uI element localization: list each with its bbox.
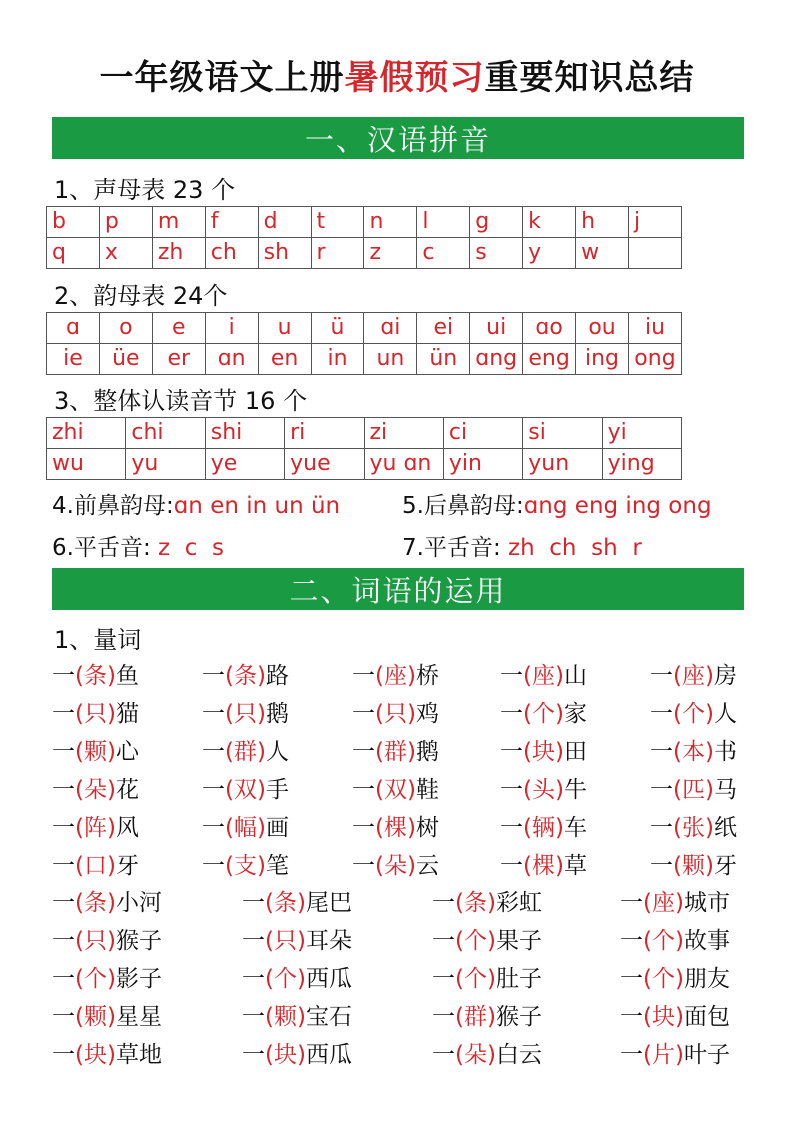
measure-word-item <box>242 922 352 955</box>
numeral: 一 <box>432 966 455 992</box>
noun: 树 <box>415 815 439 841</box>
classifier: (棵) <box>523 853 564 879</box>
table-cell: f <box>205 207 258 238</box>
table-cell: ei <box>417 313 470 344</box>
classifier: (块) <box>75 1042 116 1068</box>
measure-word-item <box>650 809 737 842</box>
numeral: 一 <box>202 663 225 689</box>
numeral: 一 <box>242 966 265 992</box>
classifier: (幅) <box>225 815 266 841</box>
table-cell: ri <box>285 418 364 449</box>
noun: 心 <box>115 739 139 765</box>
measure-word-item <box>650 695 737 728</box>
noun: 鱼 <box>115 663 139 689</box>
table-cell: zhi <box>47 418 126 449</box>
measure-word-item <box>242 1036 352 1069</box>
classifier: (条) <box>225 663 266 689</box>
noun: 猴子 <box>495 1004 542 1030</box>
noun: 朋友 <box>683 966 730 992</box>
noun: 叶子 <box>683 1042 730 1068</box>
table-cell: ɑo <box>523 313 576 344</box>
table-cell: ing <box>576 344 629 375</box>
classifier: (个) <box>643 928 684 954</box>
table-cell: d <box>258 207 311 238</box>
classifier: (座) <box>673 663 714 689</box>
measure-word-item <box>352 733 439 766</box>
numeral: 一 <box>352 701 375 727</box>
table-cell: yun <box>523 449 602 480</box>
title-highlight: 暑假预习 <box>344 58 485 98</box>
classifier: (个) <box>523 701 564 727</box>
numeral: 一 <box>242 1004 265 1030</box>
measure-word-item <box>242 884 352 917</box>
classifier: (片) <box>643 1042 684 1068</box>
shengmu-table <box>46 206 682 269</box>
table-cell: ɑ <box>47 313 100 344</box>
back-nasal-line <box>402 487 712 520</box>
retroflex-label: 7.平舌音: <box>402 535 501 561</box>
numeral: 一 <box>202 815 225 841</box>
heading-shengmu: 1、声母表 23 个 <box>54 176 236 204</box>
noun: 马 <box>713 777 737 803</box>
noun: 鹅 <box>265 701 289 727</box>
noun: 彩虹 <box>495 890 542 916</box>
table-cell: sh <box>258 238 311 269</box>
zhengti-table <box>46 417 682 480</box>
table-cell: ci <box>443 418 522 449</box>
measure-word-item <box>500 695 587 728</box>
numeral: 一 <box>52 928 75 954</box>
classifier: (块) <box>523 739 564 765</box>
table-row <box>47 344 682 375</box>
classifier: (只) <box>375 701 416 727</box>
table-cell: üe <box>99 344 152 375</box>
noun: 草 <box>563 853 587 879</box>
table-cell: er <box>152 344 205 375</box>
measure-word-item <box>52 847 139 880</box>
measure-word-item <box>352 771 439 804</box>
numeral: 一 <box>500 739 523 765</box>
classifier: (个) <box>75 966 116 992</box>
classifier: (条) <box>455 890 496 916</box>
table-cell: ɑn <box>205 344 258 375</box>
noun: 西瓜 <box>305 1042 352 1068</box>
yunmu-table <box>46 312 682 375</box>
noun: 云 <box>415 853 439 879</box>
numeral: 一 <box>650 777 673 803</box>
noun: 车 <box>563 815 587 841</box>
noun: 房 <box>713 663 737 689</box>
table-cell: si <box>523 418 602 449</box>
table-cell: r <box>311 238 364 269</box>
table-cell: chi <box>126 418 205 449</box>
table-row <box>47 449 682 480</box>
measure-word-item <box>52 771 139 804</box>
table-cell: eng <box>523 344 576 375</box>
section-banner-words: 二、词语的运用 <box>52 568 744 610</box>
numeral: 一 <box>352 739 375 765</box>
classifier: (条) <box>75 663 116 689</box>
measure-word-item <box>52 998 162 1031</box>
table-cell: zi <box>364 418 443 449</box>
numeral: 一 <box>202 739 225 765</box>
classifier: (颗) <box>265 1004 306 1030</box>
heading-measure-words: 1、量词 <box>54 626 142 654</box>
classifier: (棵) <box>375 815 416 841</box>
numeral: 一 <box>432 928 455 954</box>
table-cell: ou <box>576 313 629 344</box>
classifier: (双) <box>375 777 416 803</box>
numeral: 一 <box>52 777 75 803</box>
noun: 笔 <box>265 853 289 879</box>
classifier: (阵) <box>75 815 116 841</box>
classifier: (座) <box>643 890 684 916</box>
noun: 桥 <box>415 663 439 689</box>
flat-tongue-value: z c s <box>158 535 224 561</box>
title-part: 一年级语文上册 <box>99 58 345 98</box>
noun: 画 <box>265 815 289 841</box>
front-nasal-label: 4.前鼻韵母: <box>52 493 174 519</box>
numeral: 一 <box>242 890 265 916</box>
classifier: (颗) <box>75 739 116 765</box>
numeral: 一 <box>650 701 673 727</box>
noun: 手 <box>265 777 289 803</box>
noun: 鸡 <box>415 701 439 727</box>
table-cell: iu <box>628 313 681 344</box>
measure-word-item <box>432 884 542 917</box>
classifier: (只) <box>225 701 266 727</box>
measure-word-item <box>352 847 439 880</box>
numeral: 一 <box>52 701 75 727</box>
classifier: (口) <box>75 853 116 879</box>
noun: 影子 <box>115 966 162 992</box>
measure-word-item <box>52 1036 162 1069</box>
classifier: (群) <box>375 739 416 765</box>
noun: 城市 <box>683 890 730 916</box>
measure-word-item <box>500 809 587 842</box>
classifier: (颗) <box>673 853 714 879</box>
noun: 肚子 <box>495 966 542 992</box>
numeral: 一 <box>242 928 265 954</box>
table-cell: h <box>576 207 629 238</box>
noun: 风 <box>115 815 139 841</box>
measure-word-item <box>500 847 587 880</box>
numeral: 一 <box>620 890 643 916</box>
table-cell: q <box>47 238 100 269</box>
numeral: 一 <box>242 1042 265 1068</box>
numeral: 一 <box>352 853 375 879</box>
numeral: 一 <box>500 853 523 879</box>
classifier: (头) <box>523 777 564 803</box>
measure-word-item <box>432 960 542 993</box>
table-cell: yu <box>126 449 205 480</box>
measure-word-item <box>202 809 289 842</box>
classifier: (块) <box>643 1004 684 1030</box>
classifier: (支) <box>225 853 266 879</box>
table-cell: j <box>628 207 681 238</box>
numeral: 一 <box>352 663 375 689</box>
table-cell: o <box>99 313 152 344</box>
table-cell: ün <box>417 344 470 375</box>
measure-word-item <box>52 733 139 766</box>
table-cell: en <box>258 344 311 375</box>
measure-word-item <box>352 695 439 728</box>
measure-word-item <box>52 922 162 955</box>
measure-word-item <box>52 960 162 993</box>
numeral: 一 <box>650 663 673 689</box>
measure-word-item <box>202 733 289 766</box>
numeral: 一 <box>52 1042 75 1068</box>
noun: 星星 <box>115 1004 162 1030</box>
measure-word-item <box>202 847 289 880</box>
table-cell: ie <box>47 344 100 375</box>
table-cell: s <box>470 238 523 269</box>
measure-word-item <box>500 771 587 804</box>
heading-zhengti: 3、整体认读音节 16 个 <box>54 387 308 415</box>
page-title <box>0 50 794 99</box>
measure-word-item <box>202 657 289 690</box>
numeral: 一 <box>202 777 225 803</box>
measure-word-item <box>432 922 542 955</box>
numeral: 一 <box>52 815 75 841</box>
table-cell: u <box>258 313 311 344</box>
table-cell: yin <box>443 449 522 480</box>
classifier: (群) <box>225 739 266 765</box>
noun: 草地 <box>115 1042 162 1068</box>
measure-word-item <box>620 922 730 955</box>
noun: 牙 <box>115 853 139 879</box>
numeral: 一 <box>52 739 75 765</box>
noun: 耳朵 <box>305 928 352 954</box>
numeral: 一 <box>620 928 643 954</box>
numeral: 一 <box>352 777 375 803</box>
table-cell: w <box>576 238 629 269</box>
classifier: (个) <box>673 701 714 727</box>
numeral: 一 <box>202 701 225 727</box>
measure-word-item <box>242 998 352 1031</box>
noun: 白云 <box>495 1042 542 1068</box>
table-cell: e <box>152 313 205 344</box>
classifier: (个) <box>455 966 496 992</box>
measure-word-item <box>432 1036 542 1069</box>
noun: 故事 <box>683 928 730 954</box>
table-row <box>47 418 682 449</box>
noun: 果子 <box>495 928 542 954</box>
noun: 田 <box>563 739 587 765</box>
table-cell: shi <box>205 418 284 449</box>
classifier: (辆) <box>523 815 564 841</box>
table-cell: i <box>205 313 258 344</box>
numeral: 一 <box>352 815 375 841</box>
table-cell: t <box>311 207 364 238</box>
table-row <box>47 207 682 238</box>
table-cell: ü <box>311 313 364 344</box>
numeral: 一 <box>52 890 75 916</box>
heading-yunmu: 2、韵母表 24个 <box>54 282 228 310</box>
table-cell: x <box>99 238 152 269</box>
numeral: 一 <box>52 1004 75 1030</box>
noun: 牙 <box>713 853 737 879</box>
numeral: 一 <box>500 663 523 689</box>
noun: 书 <box>713 739 737 765</box>
numeral: 一 <box>620 1004 643 1030</box>
classifier: (张) <box>673 815 714 841</box>
flat-tongue-line <box>52 529 224 562</box>
numeral: 一 <box>500 701 523 727</box>
measure-word-item <box>650 733 737 766</box>
table-cell: ɑng <box>470 344 523 375</box>
front-nasal-value: ɑn en in un ün <box>173 493 341 519</box>
flat-tongue-label: 6.平舌音: <box>52 535 151 561</box>
numeral: 一 <box>500 777 523 803</box>
noun: 西瓜 <box>305 966 352 992</box>
measure-word-item <box>620 884 730 917</box>
table-cell: ch <box>205 238 258 269</box>
classifier: (座) <box>375 663 416 689</box>
table-cell: wu <box>47 449 126 480</box>
table-row <box>47 313 682 344</box>
table-cell: c <box>417 238 470 269</box>
classifier: (只) <box>75 928 116 954</box>
table-cell: yue <box>285 449 364 480</box>
measure-word-item <box>500 733 587 766</box>
noun: 人 <box>265 739 289 765</box>
numeral: 一 <box>650 739 673 765</box>
back-nasal-label: 5.后鼻韵母: <box>402 493 524 519</box>
numeral: 一 <box>620 1042 643 1068</box>
table-cell: m <box>152 207 205 238</box>
measure-word-item <box>650 847 737 880</box>
retroflex-value: zh ch sh r <box>508 535 642 561</box>
classifier: (只) <box>75 701 116 727</box>
table-cell: p <box>99 207 152 238</box>
table-cell: ui <box>470 313 523 344</box>
table-cell: in <box>311 344 364 375</box>
measure-word-item <box>52 884 162 917</box>
table-cell: ong <box>628 344 681 375</box>
table-cell: zh <box>152 238 205 269</box>
noun: 路 <box>265 663 289 689</box>
numeral: 一 <box>432 1004 455 1030</box>
classifier: (匹) <box>673 777 714 803</box>
noun: 鞋 <box>415 777 439 803</box>
retroflex-line <box>402 529 642 562</box>
measure-word-item <box>352 809 439 842</box>
back-nasal-value: ɑng eng ing ong <box>523 493 712 519</box>
noun: 人 <box>713 701 737 727</box>
table-cell: k <box>523 207 576 238</box>
table-cell <box>628 238 681 269</box>
numeral: 一 <box>620 966 643 992</box>
measure-word-item <box>52 809 139 842</box>
table-cell: yu ɑn <box>364 449 443 480</box>
numeral: 一 <box>202 853 225 879</box>
classifier: (条) <box>75 890 116 916</box>
measure-word-item <box>620 998 730 1031</box>
title-part: 重要知识总结 <box>484 58 695 98</box>
numeral: 一 <box>500 815 523 841</box>
numeral: 一 <box>52 663 75 689</box>
classifier: (个) <box>455 928 496 954</box>
noun: 山 <box>563 663 587 689</box>
noun: 纸 <box>713 815 737 841</box>
measure-word-item <box>650 657 737 690</box>
table-cell: y <box>523 238 576 269</box>
table-cell: ying <box>602 449 681 480</box>
noun: 家 <box>563 701 587 727</box>
classifier: (个) <box>643 966 684 992</box>
classifier: (颗) <box>75 1004 116 1030</box>
measure-word-item <box>202 695 289 728</box>
noun: 尾巴 <box>305 890 352 916</box>
table-cell: un <box>364 344 417 375</box>
noun: 鹅 <box>415 739 439 765</box>
classifier: (块) <box>265 1042 306 1068</box>
noun: 猫 <box>115 701 139 727</box>
classifier: (个) <box>265 966 306 992</box>
measure-word-item <box>432 998 542 1031</box>
measure-word-item <box>500 657 587 690</box>
measure-word-item <box>620 1036 730 1069</box>
table-cell: n <box>364 207 417 238</box>
measure-word-item <box>650 771 737 804</box>
numeral: 一 <box>650 815 673 841</box>
numeral: 一 <box>650 853 673 879</box>
classifier: (本) <box>673 739 714 765</box>
table-cell: ye <box>205 449 284 480</box>
classifier: (朵) <box>375 853 416 879</box>
classifier: (条) <box>265 890 306 916</box>
noun: 猴子 <box>115 928 162 954</box>
table-cell: g <box>470 207 523 238</box>
numeral: 一 <box>432 890 455 916</box>
classifier: (只) <box>265 928 306 954</box>
classifier: (朵) <box>75 777 116 803</box>
table-cell: b <box>47 207 100 238</box>
numeral: 一 <box>52 853 75 879</box>
measure-word-item <box>352 657 439 690</box>
classifier: (座) <box>523 663 564 689</box>
noun: 牛 <box>563 777 587 803</box>
noun: 面包 <box>683 1004 730 1030</box>
classifier: (双) <box>225 777 266 803</box>
table-cell: yi <box>602 418 681 449</box>
measure-word-item <box>202 771 289 804</box>
table-cell: l <box>417 207 470 238</box>
numeral: 一 <box>52 966 75 992</box>
numeral: 一 <box>432 1042 455 1068</box>
table-cell: ɑi <box>364 313 417 344</box>
noun: 花 <box>115 777 139 803</box>
table-cell: z <box>364 238 417 269</box>
front-nasal-line <box>52 487 340 520</box>
classifier: (群) <box>455 1004 496 1030</box>
classifier: (朵) <box>455 1042 496 1068</box>
noun: 宝石 <box>305 1004 352 1030</box>
measure-word-item <box>620 960 730 993</box>
noun: 小河 <box>115 890 162 916</box>
measure-word-item <box>52 657 139 690</box>
table-row <box>47 238 682 269</box>
measure-word-item <box>52 695 139 728</box>
section-banner-pinyin: 一、汉语拼音 <box>52 117 744 159</box>
measure-word-item <box>242 960 352 993</box>
